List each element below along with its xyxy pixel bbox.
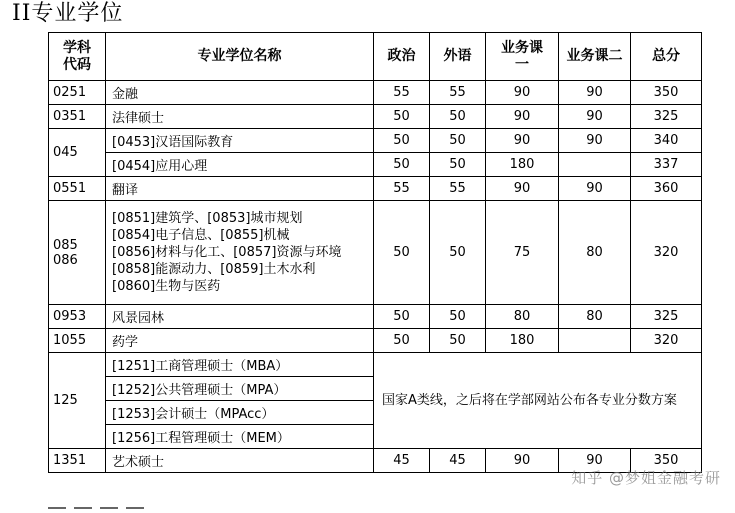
header-course2: 业务课二: [559, 33, 631, 81]
table-header-row: [49, 33, 702, 81]
table-row: [49, 153, 702, 177]
watermark: 知乎 @梦姐金融考研: [571, 469, 721, 487]
header-code: 学科代码: [49, 33, 106, 81]
cell-name: [0453]汉语国际教育: [106, 129, 374, 153]
cell-politics: 55: [374, 177, 430, 201]
cell-total: 325: [631, 305, 702, 329]
name-line: [0858]能源动力、[0859]土木水利: [112, 262, 316, 277]
cell-foreign: 50: [430, 105, 486, 129]
cell-course1: 90: [486, 129, 559, 153]
cell-name: [1256]工程管理硕士（MEM）: [106, 425, 374, 449]
cell-name: 风景园林: [106, 305, 374, 329]
cell-code: 0953: [49, 305, 106, 329]
table-row: [49, 81, 702, 105]
cell-name: 翻译: [106, 177, 374, 201]
cell-name-list: [106, 201, 374, 305]
cell-politics: 50: [374, 153, 430, 177]
cell-course1: 90: [486, 177, 559, 201]
cell-name: [1253]会计硕士（MPAcc）: [106, 401, 374, 425]
cell-course1: 180: [486, 153, 559, 177]
table-row: [49, 201, 702, 305]
cell-course2: [559, 153, 631, 177]
cell-name: 艺术硕士: [106, 449, 374, 473]
cell-course2: 90: [559, 449, 631, 473]
cell-course1: 90: [486, 449, 559, 473]
cell-politics: 50: [374, 105, 430, 129]
header-foreign: 外语: [430, 33, 486, 81]
cell-foreign: 50: [430, 201, 486, 305]
name-line: [0854]电子信息、[0855]机械: [112, 228, 290, 243]
name-line: [0856]材料与化工、[0857]资源与环境: [112, 245, 342, 260]
cell-name: [1252]公共管理硕士（MPA）: [106, 377, 374, 401]
cell-name: [0454]应用心理: [106, 153, 374, 177]
table-row: [49, 305, 702, 329]
table-row: [49, 329, 702, 353]
cell-code: 0351: [49, 105, 106, 129]
cell-foreign: 55: [430, 81, 486, 105]
cell-code: 125: [49, 353, 106, 449]
cell-foreign: 55: [430, 177, 486, 201]
cell-foreign: 50: [430, 305, 486, 329]
cell-code: 085 086: [49, 201, 106, 305]
cell-code: 0251: [49, 81, 106, 105]
cell-code: 1055: [49, 329, 106, 353]
cell-course1: 75: [486, 201, 559, 305]
cell-foreign: 50: [430, 329, 486, 353]
section-heading: II专业学位: [12, 1, 124, 26]
name-line: [0860]生物与医药: [112, 279, 221, 294]
note-cell: 国家A类线，之后将在学部网站公布各专业分数方案: [374, 353, 702, 449]
cell-total: 337: [631, 153, 702, 177]
cell-code: 045: [49, 129, 106, 177]
cell-name: 药学: [106, 329, 374, 353]
cell-total: 360: [631, 177, 702, 201]
cell-name: [1251]工商管理硕士（MBA）: [106, 353, 374, 377]
cell-politics: 45: [374, 449, 430, 473]
cell-politics: 55: [374, 81, 430, 105]
cell-code: 0551: [49, 177, 106, 201]
header-course1: 业务课一: [486, 33, 559, 81]
table-row: [49, 353, 702, 377]
cell-politics: 50: [374, 305, 430, 329]
cell-name: 金融: [106, 81, 374, 105]
cell-total: 320: [631, 329, 702, 353]
cell-course2: 90: [559, 105, 631, 129]
header-name: 专业学位名称: [106, 33, 374, 81]
cell-course2: 80: [559, 305, 631, 329]
cell-course2: 80: [559, 201, 631, 305]
score-table: [48, 32, 702, 473]
cell-total: 325: [631, 105, 702, 129]
cut-off-text-fragment: [48, 494, 168, 496]
cell-name: 法律硕士: [106, 105, 374, 129]
table-row: [49, 105, 702, 129]
header-total: 总分: [631, 33, 702, 81]
cell-total: 340: [631, 129, 702, 153]
cell-politics: 50: [374, 201, 430, 305]
cell-course2: 90: [559, 177, 631, 201]
table-row: [49, 177, 702, 201]
cell-course2: [559, 329, 631, 353]
cell-total: 350: [631, 449, 702, 473]
cell-course1: 90: [486, 105, 559, 129]
cell-foreign: 45: [430, 449, 486, 473]
cell-code: 1351: [49, 449, 106, 473]
cell-course1: 90: [486, 81, 559, 105]
table-row: [49, 129, 702, 153]
cell-total: 320: [631, 201, 702, 305]
cell-total: 350: [631, 81, 702, 105]
cell-course1: 80: [486, 305, 559, 329]
cell-course1: 180: [486, 329, 559, 353]
cell-course2: 90: [559, 129, 631, 153]
cell-foreign: 50: [430, 129, 486, 153]
cell-foreign: 50: [430, 153, 486, 177]
name-line: [0851]建筑学、[0853]城市规划: [112, 211, 303, 226]
cell-course2: 90: [559, 81, 631, 105]
header-politics: 政治: [374, 33, 430, 81]
cell-politics: 50: [374, 129, 430, 153]
cell-politics: 50: [374, 329, 430, 353]
